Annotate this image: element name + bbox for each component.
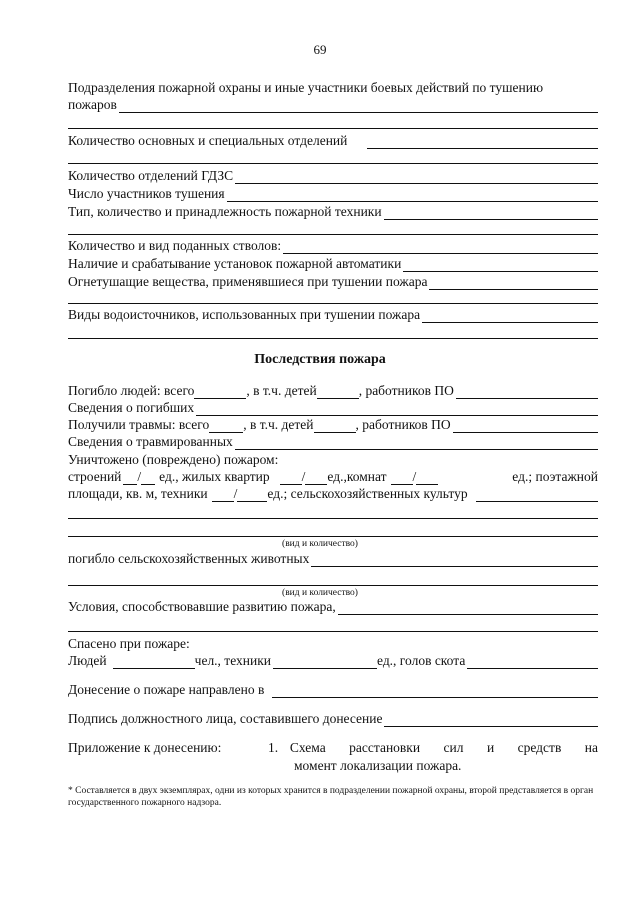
- field-died-children[interactable]: [317, 387, 359, 399]
- field-equip-a[interactable]: [212, 490, 234, 502]
- field-participants[interactable]: [227, 190, 598, 202]
- blank-line[interactable]: [68, 518, 598, 519]
- label-signature: Подпись должностного лица, составившего донесение: [68, 711, 383, 726]
- line-injured-info: [68, 434, 598, 450]
- field-branches[interactable]: [367, 137, 598, 149]
- field-units[interactable]: [119, 101, 598, 113]
- field-conditions[interactable]: [338, 603, 598, 615]
- field-crops[interactable]: [476, 490, 598, 502]
- field-died-total[interactable]: [194, 387, 246, 399]
- label-injured-info: Сведения о травмированных: [68, 434, 233, 449]
- label-animals: погибло сельскохозяйственных животных: [68, 551, 310, 566]
- label-injured-staff: , работников ПО: [355, 417, 451, 432]
- field-equipment-saved[interactable]: [273, 657, 377, 669]
- label-report-sent: Донесение о пожаре направлено в: [68, 682, 265, 697]
- field-rooms-b[interactable]: [416, 473, 438, 485]
- line-report-sent: [68, 682, 598, 698]
- field-flats-a[interactable]: [280, 473, 302, 485]
- line-saved-values: [68, 653, 598, 669]
- field-injured-total[interactable]: [209, 421, 243, 433]
- field-water[interactable]: [422, 311, 598, 323]
- field-livestock[interactable]: [467, 657, 598, 669]
- line-equipment: [68, 204, 598, 220]
- label-people: Людей: [68, 653, 107, 668]
- field-flats-b[interactable]: [305, 473, 327, 485]
- line-attachment: [68, 740, 598, 756]
- line-signature: [68, 711, 598, 727]
- label-attachment: Приложение к донесению:: [68, 740, 222, 755]
- blank-line[interactable]: [68, 338, 598, 339]
- line-injured: [68, 417, 598, 433]
- field-buildings-b[interactable]: [141, 473, 155, 485]
- label-injured: Получили травмы: всего: [68, 417, 210, 432]
- line-animals: [68, 551, 598, 567]
- blank-line[interactable]: [68, 163, 598, 164]
- field-equipment[interactable]: [384, 208, 598, 220]
- field-gdzs[interactable]: [235, 172, 598, 184]
- label-crops: ед.; сельскохозяйственных культур: [267, 486, 468, 501]
- page-number: 69: [313, 42, 327, 57]
- blank-line[interactable]: [68, 128, 598, 129]
- field-nozzles[interactable]: [283, 242, 598, 254]
- label-equipment-unit: ед., голов скота: [377, 653, 466, 668]
- label-nozzles: Количество и вид поданных стволов:: [68, 238, 282, 253]
- line-conditions: [68, 599, 598, 615]
- section-title: Последствия пожара: [254, 352, 386, 367]
- field-people[interactable]: [113, 657, 195, 669]
- blank-line[interactable]: [68, 303, 598, 304]
- line-agents: [68, 274, 598, 290]
- attachment-item-1: 1. Схема расстановки сил и средств на: [268, 740, 598, 755]
- label-people-unit: чел., техники: [194, 653, 271, 668]
- label-automation: Наличие и срабатывание установок пожарной автоматики: [68, 256, 402, 271]
- label-conditions: Условия, способствовавшие развитию пожара,: [68, 599, 336, 614]
- line-water: [68, 307, 598, 323]
- line-attachment-2: [68, 758, 598, 774]
- label-flats: ед., жилых квартир: [159, 469, 270, 484]
- blank-line[interactable]: [68, 234, 598, 235]
- line-units-2: [68, 97, 598, 113]
- label-dead-info: Сведения о погибших: [68, 400, 195, 415]
- field-injured-children[interactable]: [314, 421, 356, 433]
- line-destroyed: [68, 452, 598, 468]
- label-units-2: пожаров: [68, 97, 117, 112]
- field-signature[interactable]: [384, 715, 598, 727]
- label-units-1: Подразделения пожарной охраны и иные участники боевых действий по тушению: [68, 80, 544, 95]
- label-died: Погибло людей: всего: [68, 383, 195, 398]
- label-equipment: Тип, количество и принадлежность пожарной техники: [68, 204, 382, 219]
- line-units-1: [68, 80, 598, 96]
- field-report-sent[interactable]: [272, 686, 598, 698]
- blank-line[interactable]: [68, 536, 598, 537]
- caption-kind-quantity: (вид и количество): [282, 539, 358, 549]
- blank-line[interactable]: [68, 585, 598, 586]
- label-participants: Число участников тушения: [68, 186, 225, 201]
- label-branches: Количество основных и специальных отделений: [68, 133, 348, 148]
- field-equip-b[interactable]: [237, 490, 267, 502]
- line-saved: [68, 636, 598, 652]
- line-gdzs: [68, 168, 598, 184]
- line-participants: [68, 186, 598, 202]
- footnote: * Составляется в двух экземплярах, одни из которых хранится в подразделении пожарной охраны, второй представляется в орган государственного пожарного надзора.: [68, 786, 594, 808]
- line-area: площади, кв. м, техники / ед.; сельскохозяйственных культур: [68, 486, 598, 502]
- field-buildings-a[interactable]: [123, 473, 137, 485]
- blank-line[interactable]: [68, 631, 598, 632]
- label-floor: ед.; поэтажной: [512, 469, 598, 484]
- label-agents: Огнетушащие вещества, применявшиеся при тушении пожара: [68, 274, 428, 289]
- line-nozzles: [68, 238, 598, 254]
- line-branches: [68, 133, 598, 149]
- field-injured-staff[interactable]: [453, 421, 598, 433]
- field-agents[interactable]: [429, 278, 598, 290]
- line-dead-info: [68, 400, 598, 416]
- label-saved: Спасено при пожаре:: [68, 636, 190, 651]
- label-gdzs: Количество отделений ГДЗС: [68, 168, 234, 183]
- line-buildings: строений / ед., жилых квартир / ед.,комнат / ед.; поэтажной: [68, 469, 598, 484]
- attachment-item-1-cont: момент локализации пожара.: [294, 758, 462, 773]
- field-died-staff[interactable]: [456, 387, 598, 399]
- label-destroyed: Уничтожено (повреждено) пожаром:: [68, 452, 279, 467]
- label-area: площади, кв. м, техники: [68, 486, 208, 501]
- label-died-children: , в т.ч. детей: [246, 383, 317, 398]
- caption-kind-quantity: (вид и количество): [282, 588, 358, 598]
- line-automation: [68, 256, 598, 272]
- field-rooms-a[interactable]: [391, 473, 413, 485]
- label-injured-children: , в т.ч. детей: [243, 417, 314, 432]
- label-buildings: строений: [68, 469, 122, 484]
- label-water: Виды водоисточников, использованных при тушении пожара: [68, 307, 421, 322]
- field-animals[interactable]: [311, 555, 598, 567]
- label-rooms: ед.,комнат: [327, 469, 387, 484]
- field-dead-info[interactable]: [196, 404, 598, 416]
- label-died-staff: , работников ПО: [358, 383, 454, 398]
- field-automation[interactable]: [403, 260, 598, 272]
- field-injured-info[interactable]: [235, 438, 598, 450]
- line-died: [68, 383, 598, 399]
